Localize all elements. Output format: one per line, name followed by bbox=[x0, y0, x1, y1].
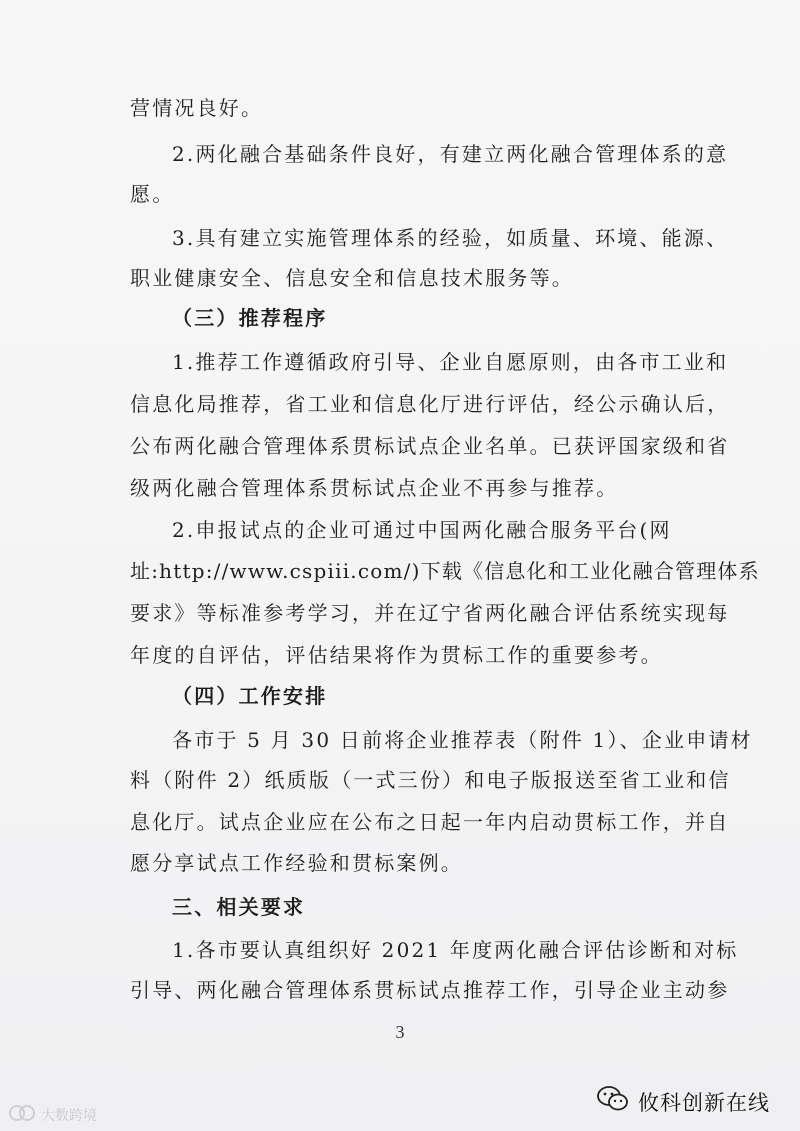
watermark-right-text: 攸科创新在线 bbox=[638, 1090, 770, 1115]
body-line: 愿。 bbox=[130, 182, 175, 206]
body-line: 料（附件 2）纸质版（一式三份）和电子版报送至省工业和信 bbox=[130, 768, 731, 792]
body-line: 年度的自评估，评估结果将作为贯标工作的重要参考。 bbox=[130, 643, 663, 667]
body-line: 愿分享试点工作经验和贯标案例。 bbox=[130, 851, 463, 875]
body-line: 级两化融合管理体系贯标试点企业不再参与推荐。 bbox=[130, 476, 619, 500]
body-line: 1.推荐工作遵循政府引导、企业自愿原则，由各市工业和 bbox=[172, 350, 729, 374]
section-heading: （四）工作安排 bbox=[172, 684, 328, 708]
watermark-left bbox=[8, 1104, 97, 1126]
body-line: 营情况良好。 bbox=[130, 96, 264, 120]
section-heading: （三）推荐程序 bbox=[172, 306, 328, 330]
body-line: 引导、两化融合管理体系贯标试点推荐工作，引导企业主动参 bbox=[130, 978, 730, 1002]
page-number: 3 bbox=[395, 1022, 405, 1042]
body-line: 2.申报试点的企业可通过中国两化融合服务平台(网 bbox=[172, 518, 672, 542]
body-line: 2.两化融合基础条件良好，有建立两化融合管理体系的意 bbox=[172, 142, 729, 166]
body-line: 职业健康安全、信息安全和信息技术服务等。 bbox=[130, 266, 574, 290]
section-heading: 三、相关要求 bbox=[172, 895, 306, 919]
wechat-icon bbox=[596, 1084, 630, 1119]
watermark-right bbox=[596, 1084, 770, 1119]
body-line: 息化厅。试点企业应在公布之日起一年内启动贯标工作，并自 bbox=[130, 810, 730, 834]
body-line: 各市于 5 月 30 日前将企业推荐表（附件 1）、企业申请材 bbox=[172, 728, 753, 752]
body-line: 1.各市要认真组织好 2021 年度两化融合评估诊断和对标 bbox=[172, 938, 739, 962]
watermark-logo-icon bbox=[8, 1104, 36, 1126]
body-line: 3.具有建立实施管理体系的经验，如质量、环境、能源、 bbox=[172, 226, 729, 250]
body-line-url: 址:http://www.cspiii.com/)下载《信息化和工业化融合管理体系 bbox=[130, 559, 760, 583]
body-line: 公布两化融合管理体系贯标试点企业名单。已获评国家级和省 bbox=[130, 434, 730, 458]
body-line: 要求》等标准参考学习，并在辽宁省两化融合评估系统实现每 bbox=[130, 601, 730, 625]
watermark-left-text: 大数跨境 bbox=[41, 1108, 97, 1124]
body-line: 信息化局推荐，省工业和信息化厅进行评估，经公示确认后， bbox=[130, 392, 730, 416]
